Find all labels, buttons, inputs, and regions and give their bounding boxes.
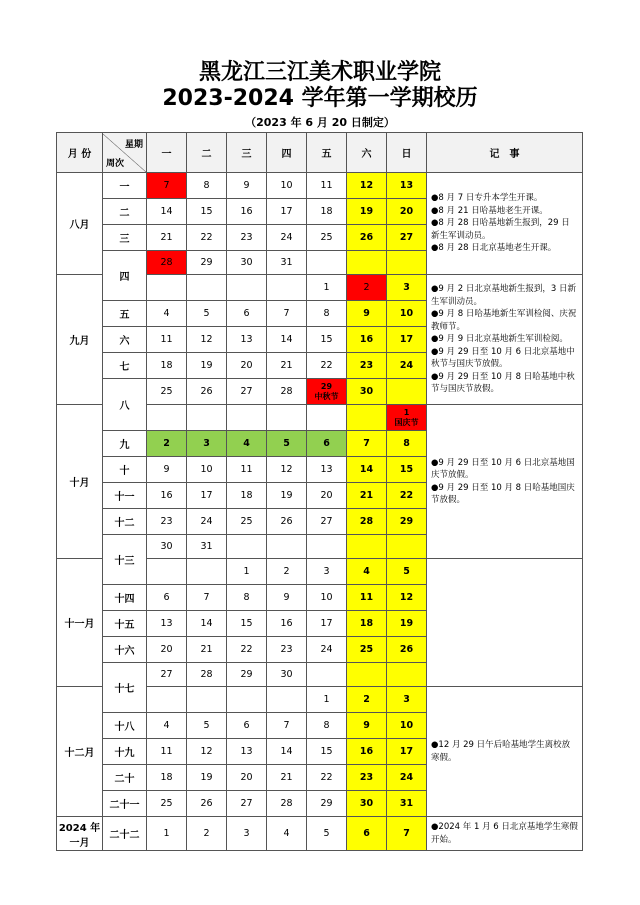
- date-cell-mon: 20: [147, 637, 187, 663]
- date-cell-thu: 21: [267, 353, 307, 379]
- date-cell-mon: [147, 559, 187, 585]
- date-cell-mon: 1: [147, 817, 187, 851]
- day-header-fri: 五: [307, 133, 347, 173]
- holiday-label: 中秋节: [314, 391, 339, 401]
- month-cell-sep: 九月: [57, 275, 103, 405]
- date-cell-fri: 29: [307, 791, 347, 817]
- week-number-cell: 十五: [103, 611, 147, 637]
- date-cell-mon: 13: [147, 611, 187, 637]
- date-cell-wed: 8: [227, 585, 267, 611]
- date-cell-tue: [187, 687, 227, 713]
- day-header-wed: 三: [227, 133, 267, 173]
- date-cell-tue: 21: [187, 637, 227, 663]
- date-cell-mon: 7: [147, 173, 187, 199]
- note-item: ● 8 月 21 日哈基地老生开课。: [431, 205, 578, 218]
- date-cell-sat: [347, 663, 387, 687]
- date-cell-fri: 3: [307, 559, 347, 585]
- week-number-cell: 三: [103, 225, 147, 251]
- date-cell-fri: 15: [307, 327, 347, 353]
- week-number-cell: 七: [103, 353, 147, 379]
- date-cell-fri: 5: [307, 817, 347, 851]
- note-item: ● 9 月 2 日北京基地新生报到，3 日新生军训动员。: [431, 283, 578, 308]
- date-cell-wed: 16: [227, 199, 267, 225]
- date-cell-sun: [387, 663, 427, 687]
- date-cell-mon: 9: [147, 457, 187, 483]
- note-item: ● 8 月 28 日北京基地老生开课。: [431, 242, 578, 255]
- week-number-cell: 十八: [103, 713, 147, 739]
- date-cell-sun: 3: [387, 275, 427, 301]
- date-cell-tue: 14: [187, 611, 227, 637]
- date-cell-wed: 20: [227, 353, 267, 379]
- date-cell-tue: 22: [187, 225, 227, 251]
- date-cell-sun: 10: [387, 713, 427, 739]
- date-cell-sun: [387, 405, 427, 431]
- date-cell-tue: 2: [187, 817, 227, 851]
- calendar-row: [57, 173, 583, 199]
- note-item: ● 9 月 29 日至 10 月 8 日哈基地国庆节放假。: [431, 482, 578, 507]
- date-cell-tue: 28: [187, 663, 227, 687]
- date-cell-mon: 11: [147, 739, 187, 765]
- date-cell-mon: 21: [147, 225, 187, 251]
- date-cell-wed: [227, 535, 267, 559]
- week-label: 周次: [106, 158, 125, 169]
- date-cell-fri: [307, 535, 347, 559]
- date-cell-sat: 28: [347, 509, 387, 535]
- date-cell-wed: 30: [227, 251, 267, 275]
- date-cell-mon: 25: [147, 379, 187, 405]
- date-cell-thu: [267, 687, 307, 713]
- week-number-cell: 二十二: [103, 817, 147, 851]
- date-cell-tue: 10: [187, 457, 227, 483]
- week-number-cell: 一: [103, 173, 147, 199]
- date-cell-sat: 26: [347, 225, 387, 251]
- date-cell-sat: 9: [347, 301, 387, 327]
- note-item: ● 9 月 29 日至 10 月 6 日北京基地国庆节放假。: [431, 457, 578, 482]
- notes-cell-oct: [427, 405, 583, 559]
- date-cell-sat: 14: [347, 457, 387, 483]
- calendar-subtitle: （2023 年 6 月 20 日制定）: [245, 116, 395, 129]
- date-cell-sun: [387, 251, 427, 275]
- notes-header: 记 事: [427, 133, 583, 173]
- date-cell-sun: 27: [387, 225, 427, 251]
- date-cell-sun: 8: [387, 431, 427, 457]
- date-cell-sun: 24: [387, 353, 427, 379]
- date-cell-thu: 2: [267, 559, 307, 585]
- date-cell-thu: 24: [267, 225, 307, 251]
- date-cell-thu: 17: [267, 199, 307, 225]
- date-cell-thu: 16: [267, 611, 307, 637]
- date-cell-sun: 17: [387, 739, 427, 765]
- date-cell-sat: 30: [347, 791, 387, 817]
- date-cell-tue: 5: [187, 713, 227, 739]
- date-cell-wed: 27: [227, 791, 267, 817]
- week-number-cell: 十四: [103, 585, 147, 611]
- week-number-cell: 二十一: [103, 791, 147, 817]
- date-cell-fri: 20: [307, 483, 347, 509]
- date-cell-mon: 18: [147, 765, 187, 791]
- date-cell-sat: 23: [347, 765, 387, 791]
- week-number-cell: 五: [103, 301, 147, 327]
- date-cell-wed: 25: [227, 509, 267, 535]
- date-number: 29: [320, 381, 333, 391]
- date-cell-wed: 9: [227, 173, 267, 199]
- date-cell-thu: [267, 405, 307, 431]
- date-cell-fri: 27: [307, 509, 347, 535]
- date-cell-wed: 27: [227, 379, 267, 405]
- month-cell-dec: 十二月: [57, 687, 103, 817]
- date-cell-thu: [267, 275, 307, 301]
- date-cell-fri: 10: [307, 585, 347, 611]
- date-cell-fri: 6: [307, 431, 347, 457]
- note-item: ● 9 月 29 日至 10 月 6 日北京基地中秋节与国庆节放假。: [431, 346, 578, 371]
- date-cell-fri: 13: [307, 457, 347, 483]
- date-cell-sun: 15: [387, 457, 427, 483]
- date-cell-thu: 31: [267, 251, 307, 275]
- date-cell-tue: 19: [187, 765, 227, 791]
- date-cell-wed: 1: [227, 559, 267, 585]
- week-number-cell: 十一: [103, 483, 147, 509]
- date-cell-fri: 1: [307, 275, 347, 301]
- date-cell-wed: [227, 687, 267, 713]
- date-cell-fri: [307, 663, 347, 687]
- week-number-cell: 十三: [103, 535, 147, 585]
- date-cell-fri: 8: [307, 713, 347, 739]
- date-cell-wed: 13: [227, 327, 267, 353]
- date-cell-sat: [347, 251, 387, 275]
- date-cell-fri: 18: [307, 199, 347, 225]
- date-cell-mon: 11: [147, 327, 187, 353]
- week-number-cell: 十七: [103, 663, 147, 713]
- note-item: ● 9 月 29 日至 10 月 8 日哈基地中秋节与国庆节放假。: [431, 371, 578, 396]
- date-cell-tue: 31: [187, 535, 227, 559]
- date-cell-fri: 11: [307, 173, 347, 199]
- date-cell-thu: 4: [267, 817, 307, 851]
- date-cell-tue: 29: [187, 251, 227, 275]
- date-cell-sun: 10: [387, 301, 427, 327]
- day-header-mon: 一: [147, 133, 187, 173]
- date-cell-tue: 8: [187, 173, 227, 199]
- date-cell-sat: 23: [347, 353, 387, 379]
- week-number-cell: 六: [103, 327, 147, 353]
- date-cell-fri: 22: [307, 765, 347, 791]
- header-row: [57, 133, 583, 173]
- day-header-thu: 四: [267, 133, 307, 173]
- date-cell-wed: 18: [227, 483, 267, 509]
- notes-cell-aug: [427, 173, 583, 275]
- week-number-cell: 四: [103, 251, 147, 301]
- date-cell-thu: 12: [267, 457, 307, 483]
- date-cell-sat: 7: [347, 431, 387, 457]
- date-cell-fri: 22: [307, 353, 347, 379]
- date-cell-tue: 5: [187, 301, 227, 327]
- date-cell-tue: 3: [187, 431, 227, 457]
- month-cell-nov: 十一月: [57, 559, 103, 687]
- date-cell-fri: 17: [307, 611, 347, 637]
- date-cell-fri: [307, 379, 347, 405]
- date-cell-mon: 30: [147, 535, 187, 559]
- date-cell-sun: [387, 379, 427, 405]
- month-cell-oct: 十月: [57, 405, 103, 559]
- date-cell-sat: 30: [347, 379, 387, 405]
- date-cell-mon: 2: [147, 431, 187, 457]
- date-cell-wed: [227, 405, 267, 431]
- week-number-cell: 二: [103, 199, 147, 225]
- date-cell-fri: [307, 251, 347, 275]
- date-cell-mon: 16: [147, 483, 187, 509]
- calendar-title: 2023-2024 学年第一学期校历: [162, 86, 478, 111]
- date-cell-sun: 24: [387, 765, 427, 791]
- date-cell-thu: 7: [267, 301, 307, 327]
- date-cell-sat: 2: [347, 687, 387, 713]
- date-cell-tue: [187, 559, 227, 585]
- date-cell-sun: 26: [387, 637, 427, 663]
- date-cell-wed: 6: [227, 301, 267, 327]
- month-cell-jan: 2024 年一月: [57, 817, 103, 851]
- date-cell-thu: 9: [267, 585, 307, 611]
- date-cell-sun: [387, 535, 427, 559]
- calendar-row: [57, 817, 583, 851]
- date-cell-thu: [267, 535, 307, 559]
- week-number-cell: 八: [103, 379, 147, 431]
- date-cell-sat: 16: [347, 739, 387, 765]
- date-cell-thu: 5: [267, 431, 307, 457]
- date-cell-sun: 5: [387, 559, 427, 585]
- date-cell-sat: 6: [347, 817, 387, 851]
- date-cell-mon: 25: [147, 791, 187, 817]
- date-cell-wed: 13: [227, 739, 267, 765]
- date-cell-sat: 16: [347, 327, 387, 353]
- day-header-sat: 六: [347, 133, 387, 173]
- date-cell-tue: 7: [187, 585, 227, 611]
- week-number-cell: 十九: [103, 739, 147, 765]
- date-cell-sat: [347, 535, 387, 559]
- week-header: [103, 133, 147, 173]
- date-cell-mon: 27: [147, 663, 187, 687]
- note-item: ● 8 月 28 日哈基地新生报到，29 日新生军训动员。: [431, 217, 578, 242]
- date-cell-sat: 19: [347, 199, 387, 225]
- week-number-cell: 十: [103, 457, 147, 483]
- date-cell-tue: [187, 405, 227, 431]
- notes-cell-empty: [427, 559, 583, 687]
- date-cell-mon: 6: [147, 585, 187, 611]
- school-name: 黑龙江三江美术职业学院: [198, 60, 441, 85]
- date-cell-sat: 9: [347, 713, 387, 739]
- date-cell-mon: [147, 687, 187, 713]
- holiday-label: 国庆节: [394, 417, 419, 427]
- date-cell-tue: 12: [187, 327, 227, 353]
- date-cell-mon: 4: [147, 713, 187, 739]
- date-cell-mon: 28: [147, 251, 187, 275]
- date-cell-sun: 3: [387, 687, 427, 713]
- date-cell-thu: 28: [267, 791, 307, 817]
- note-item: ● 12 月 29 日午后哈基地学生离校放寒假。: [431, 739, 578, 764]
- date-cell-mon: 4: [147, 301, 187, 327]
- date-cell-sun: 17: [387, 327, 427, 353]
- date-cell-tue: 12: [187, 739, 227, 765]
- date-cell-sat: 12: [347, 173, 387, 199]
- date-cell-fri: 25: [307, 225, 347, 251]
- date-cell-thu: 30: [267, 663, 307, 687]
- notes-cell-jan: [427, 817, 583, 851]
- date-cell-fri: [307, 405, 347, 431]
- note-item: ● 8 月 7 日专升本学生开课。: [431, 192, 578, 205]
- date-cell-tue: 17: [187, 483, 227, 509]
- note-item: ● 9 月 8 日哈基地新生军训检阅、庆祝教师节。: [431, 308, 578, 333]
- date-cell-sat: 11: [347, 585, 387, 611]
- date-cell-sat: 4: [347, 559, 387, 585]
- date-cell-mon: [147, 405, 187, 431]
- date-cell-wed: 15: [227, 611, 267, 637]
- date-cell-wed: 29: [227, 663, 267, 687]
- date-cell-tue: 26: [187, 379, 227, 405]
- date-cell-sun: 20: [387, 199, 427, 225]
- date-cell-tue: 26: [187, 791, 227, 817]
- date-cell-tue: 19: [187, 353, 227, 379]
- date-cell-sat: 25: [347, 637, 387, 663]
- date-cell-mon: [147, 275, 187, 301]
- date-cell-fri: 8: [307, 301, 347, 327]
- date-cell-thu: 28: [267, 379, 307, 405]
- date-cell-mon: 14: [147, 199, 187, 225]
- date-cell-sun: 12: [387, 585, 427, 611]
- date-cell-sat: 18: [347, 611, 387, 637]
- date-cell-wed: 4: [227, 431, 267, 457]
- note-item: ● 2024 年 1 月 6 日北京基地学生寒假开始。: [431, 821, 578, 846]
- date-cell-sun: 29: [387, 509, 427, 535]
- date-cell-thu: 14: [267, 327, 307, 353]
- date-cell-thu: 23: [267, 637, 307, 663]
- date-cell-thu: 7: [267, 713, 307, 739]
- date-cell-sun: 13: [387, 173, 427, 199]
- date-cell-thu: 19: [267, 483, 307, 509]
- date-cell-wed: 6: [227, 713, 267, 739]
- note-item: ● 9 月 9 日北京基地新生军训检阅。: [431, 333, 578, 346]
- week-number-cell: 十二: [103, 509, 147, 535]
- date-cell-sun: 31: [387, 791, 427, 817]
- date-cell-sun: 7: [387, 817, 427, 851]
- date-cell-sat: 2: [347, 275, 387, 301]
- date-cell-thu: 21: [267, 765, 307, 791]
- week-number-cell: 十六: [103, 637, 147, 663]
- date-cell-mon: 23: [147, 509, 187, 535]
- notes-cell-sep: [427, 275, 583, 405]
- date-cell-wed: 20: [227, 765, 267, 791]
- date-cell-thu: 26: [267, 509, 307, 535]
- date-cell-wed: 3: [227, 817, 267, 851]
- weekday-label: 星期: [124, 139, 143, 150]
- month-cell-aug: 八月: [57, 173, 103, 275]
- school-calendar-table: [56, 132, 583, 851]
- date-cell-sat: [347, 405, 387, 431]
- notes-cell-dec: [427, 687, 583, 817]
- date-cell-thu: 10: [267, 173, 307, 199]
- date-cell-tue: 15: [187, 199, 227, 225]
- date-cell-wed: 23: [227, 225, 267, 251]
- date-cell-sat: 21: [347, 483, 387, 509]
- date-cell-tue: [187, 275, 227, 301]
- date-cell-thu: 14: [267, 739, 307, 765]
- date-cell-wed: [227, 275, 267, 301]
- date-cell-mon: 18: [147, 353, 187, 379]
- date-cell-fri: 24: [307, 637, 347, 663]
- month-header: 月 份: [57, 133, 103, 173]
- date-cell-fri: 1: [307, 687, 347, 713]
- date-number: 1: [403, 407, 410, 417]
- day-header-tue: 二: [187, 133, 227, 173]
- date-cell-sun: 22: [387, 483, 427, 509]
- week-number-cell: 二十: [103, 765, 147, 791]
- day-header-sun: 日: [387, 133, 427, 173]
- date-cell-wed: 11: [227, 457, 267, 483]
- date-cell-fri: 15: [307, 739, 347, 765]
- date-cell-wed: 22: [227, 637, 267, 663]
- week-number-cell: 九: [103, 431, 147, 457]
- date-cell-sun: 19: [387, 611, 427, 637]
- date-cell-tue: 24: [187, 509, 227, 535]
